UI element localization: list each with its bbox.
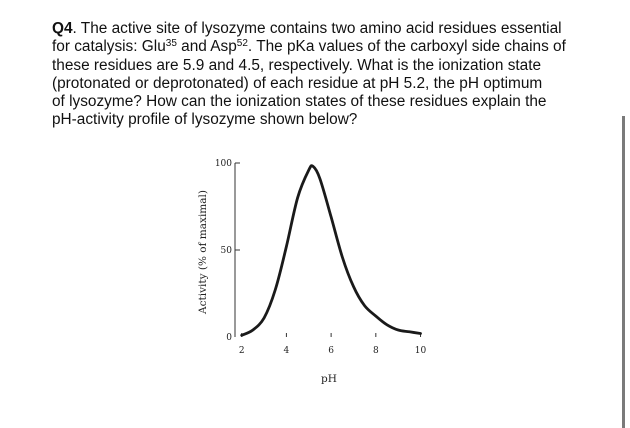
- question-line-2-part-a: for catalysis: Glu: [52, 38, 166, 56]
- question-line-2-part-c: . The pKa values of the carboxyl side chains of: [247, 38, 566, 56]
- glu-superscript: 35: [165, 38, 177, 50]
- activity-curve: [242, 166, 421, 336]
- question-line-3: these residues are 5.9 and 4.5, respectively. What is the ionization state: [52, 56, 542, 74]
- question-line-2-part-b: and Asp: [176, 38, 237, 56]
- x-tick-label-2: 2: [238, 346, 245, 356]
- y-tick-label-0: 0: [226, 333, 232, 343]
- y-tick-label-50: 50: [220, 246, 232, 256]
- x-tick-label-8: 8: [372, 346, 379, 356]
- question-line-1-text: . The active site of lysozyme contains two amino acid residues essential: [72, 20, 562, 37]
- x-axis-ticks: [242, 333, 421, 337]
- y-axis-ticks: [235, 163, 240, 250]
- x-axis-tick-labels: [239, 346, 427, 356]
- question-number: Q4: [52, 20, 73, 37]
- y-axis-label: Activity (% of maximal): [197, 190, 209, 314]
- question-line-5: of lysozyme? How can the ionization states of these residues explain the: [52, 93, 547, 111]
- y-axis-tick-labels: [215, 159, 232, 343]
- x-tick-label-6: 6: [328, 346, 334, 356]
- question-line-6: pH-activity profile of lysozyme shown below?: [52, 111, 358, 129]
- asp-superscript: 52: [236, 38, 248, 50]
- x-tick-label-10: 10: [414, 346, 427, 356]
- x-tick-label-4: 4: [283, 346, 290, 356]
- question-line-4: (protonated or deprotonated) of each residue at pH 5.2, the pH optimum: [52, 74, 543, 92]
- right-scroll-edge: [622, 116, 625, 428]
- x-axis-label: pH: [321, 373, 337, 385]
- y-tick-label-100: 100: [214, 159, 232, 169]
